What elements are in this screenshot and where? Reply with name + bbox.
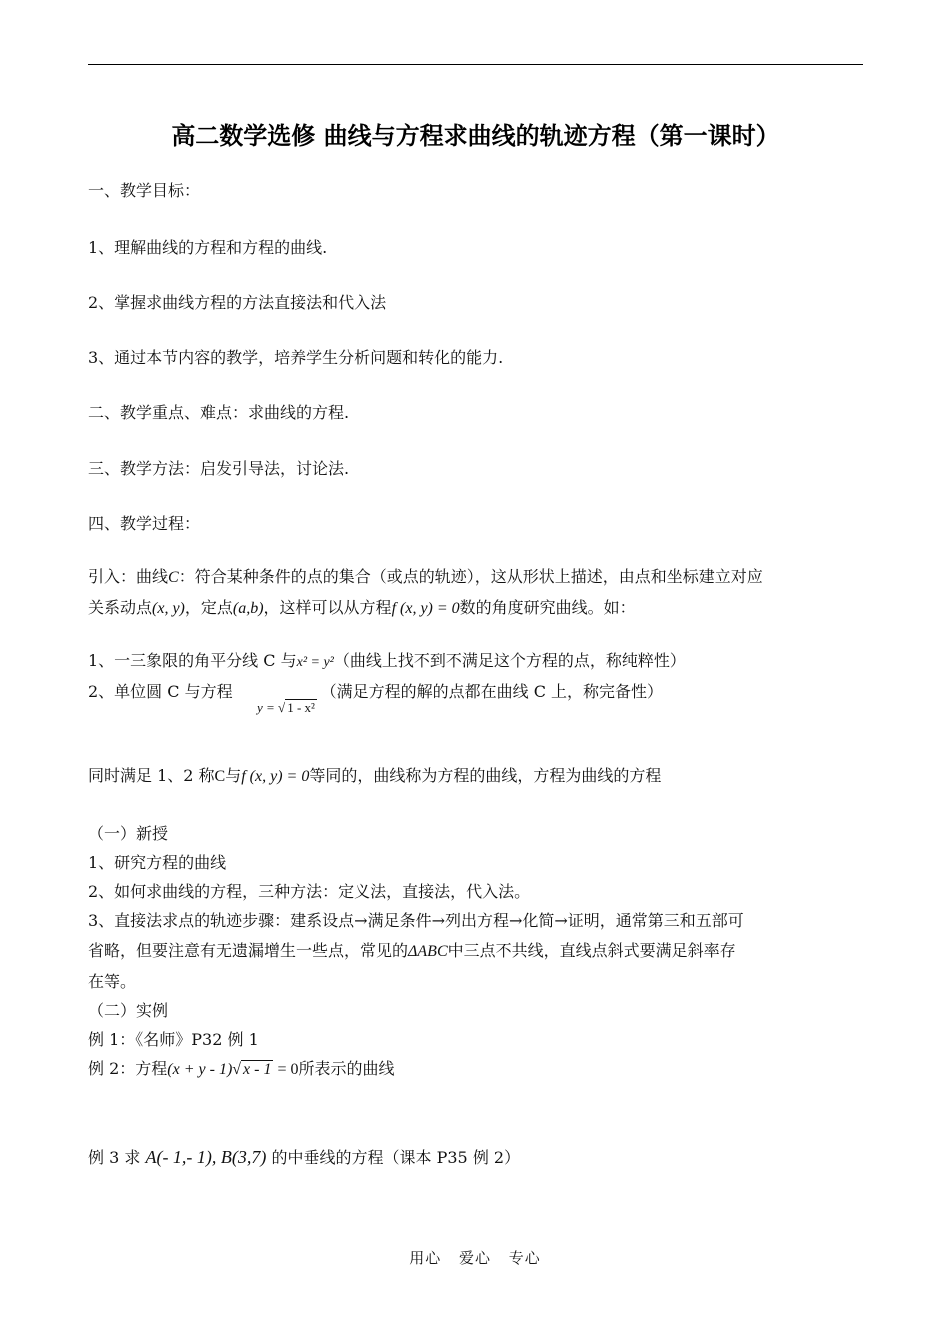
curve-symbol: C bbox=[168, 569, 179, 586]
intro-text: ，定点 bbox=[184, 598, 233, 617]
teaching-methods: 三、教学方法：启发引导法，讨论法. bbox=[88, 459, 350, 478]
example-text: 的中垂线的方程（课本 P35 例 2） bbox=[271, 1148, 521, 1167]
example-3 bbox=[88, 1146, 868, 1169]
intro-line-2 bbox=[88, 593, 864, 624]
intro-text: ：符合某种条件的点的集合（或点的轨迹），这从形状上描述，由点和坐标建立对应 bbox=[178, 567, 763, 586]
intro-paragraph bbox=[88, 562, 864, 624]
example-text: 例 3 求 bbox=[88, 1148, 141, 1167]
intro-text: ，这样可以从方程 bbox=[263, 598, 392, 617]
goal-3: 3、通过本节内容的教学，培养学生分析问题和转化的能力. bbox=[88, 348, 504, 367]
example-text: 例 2：方程 bbox=[88, 1059, 168, 1078]
equation-x2-y2: x² = y² bbox=[296, 655, 334, 670]
item3-line-1: 3、直接法求点的轨迹步骤：建系设点→满足条件→列出方程→化简→证明，通常第三和五部可 bbox=[88, 911, 744, 930]
intro-text: 数的角度研究曲线。如： bbox=[459, 598, 636, 617]
page-footer: 用心 爱心 专心 bbox=[409, 1249, 541, 1267]
fixed-point: (a,b) bbox=[232, 600, 264, 617]
radicand: 1 - x² bbox=[287, 700, 315, 715]
both-conditions-line bbox=[88, 765, 868, 788]
item3-text: 中三点不共线，直线点斜式要满足斜率存 bbox=[447, 941, 736, 960]
equation-rhs: = 0 bbox=[273, 1061, 299, 1078]
moving-point: (x, y) bbox=[152, 600, 185, 617]
document-title: 高二数学选修 曲线与方程求曲线的轨迹方程（第一课时） bbox=[171, 122, 780, 150]
example-text: （满足方程的解的点都在曲线 C 上，称完备性） bbox=[320, 682, 664, 701]
examples-heading: （二）实例 bbox=[88, 1001, 169, 1020]
equation-f: f (x, y) = 0 bbox=[241, 768, 310, 785]
example-2: 例 2：方程(x + y - 1)√ x - 1 = 0所表示的曲线 bbox=[88, 1059, 395, 1078]
example-text: 所表示的曲线 bbox=[298, 1059, 395, 1078]
intro-text: 引入：曲线 bbox=[88, 567, 169, 586]
intro-text: 关系动点 bbox=[88, 598, 153, 617]
conditions-text: 同时满足 1、2 称 bbox=[88, 766, 215, 785]
example-1: 例 1：《名师》P32 例 1 bbox=[88, 1030, 259, 1049]
key-points: 二、教学重点、难点：求曲线的方程. bbox=[88, 403, 350, 422]
new-lesson-heading: （一）新授 bbox=[88, 824, 169, 843]
triangle-abc: ΔABC bbox=[408, 943, 448, 960]
conditions-text: 与 bbox=[225, 766, 242, 785]
equation-lhs: y = bbox=[257, 700, 279, 715]
equation-f: f (x, y) = 0 bbox=[391, 600, 460, 617]
radicand: x - 1 bbox=[243, 1061, 272, 1078]
intro-line-1 bbox=[88, 562, 864, 593]
points-a-b: A(- 1,- 1), B(3,7) bbox=[145, 1147, 267, 1167]
example-text: 2、单位圆 C 与方程 bbox=[88, 682, 233, 701]
equation-factor: (x + y - 1) bbox=[167, 1061, 233, 1078]
goal-1: 1、理解曲线的方程和方程的曲线. bbox=[88, 238, 328, 257]
item3-line-2 bbox=[88, 936, 864, 967]
new-lesson-item-1: 1、研究方程的曲线 bbox=[88, 853, 227, 872]
goal-2: 2、掌握求曲线方程的方法直接法和代入法 bbox=[88, 293, 387, 312]
header-rule bbox=[88, 64, 863, 65]
example-line-2 bbox=[88, 681, 868, 703]
conditions-text: 等同的，曲线称为方程的曲线，方程为曲线的方程 bbox=[309, 766, 662, 785]
new-lesson-item-2: 2、如何求曲线的方程，三种方法：定义法，直接法，代入法。 bbox=[88, 882, 531, 901]
curve-symbol: C bbox=[214, 768, 226, 785]
example-text: 1、一三象限的角平分线 C 与 bbox=[88, 651, 297, 670]
item3-text: 省略，但要注意有无遗漏增生一些点，常见的 bbox=[88, 941, 409, 960]
item3-line-3: 在等。 bbox=[88, 972, 137, 991]
unit-circle-equation: y = √ 1 - x² bbox=[257, 700, 315, 715]
process-heading: 四、教学过程： bbox=[88, 514, 201, 533]
goals-heading: 一、教学目标： bbox=[88, 181, 201, 200]
new-lesson-item-3 bbox=[88, 906, 864, 997]
example-line-1 bbox=[88, 650, 868, 674]
example-text: （曲线上找不到不满足这个方程的点，称纯粹性） bbox=[333, 651, 686, 670]
